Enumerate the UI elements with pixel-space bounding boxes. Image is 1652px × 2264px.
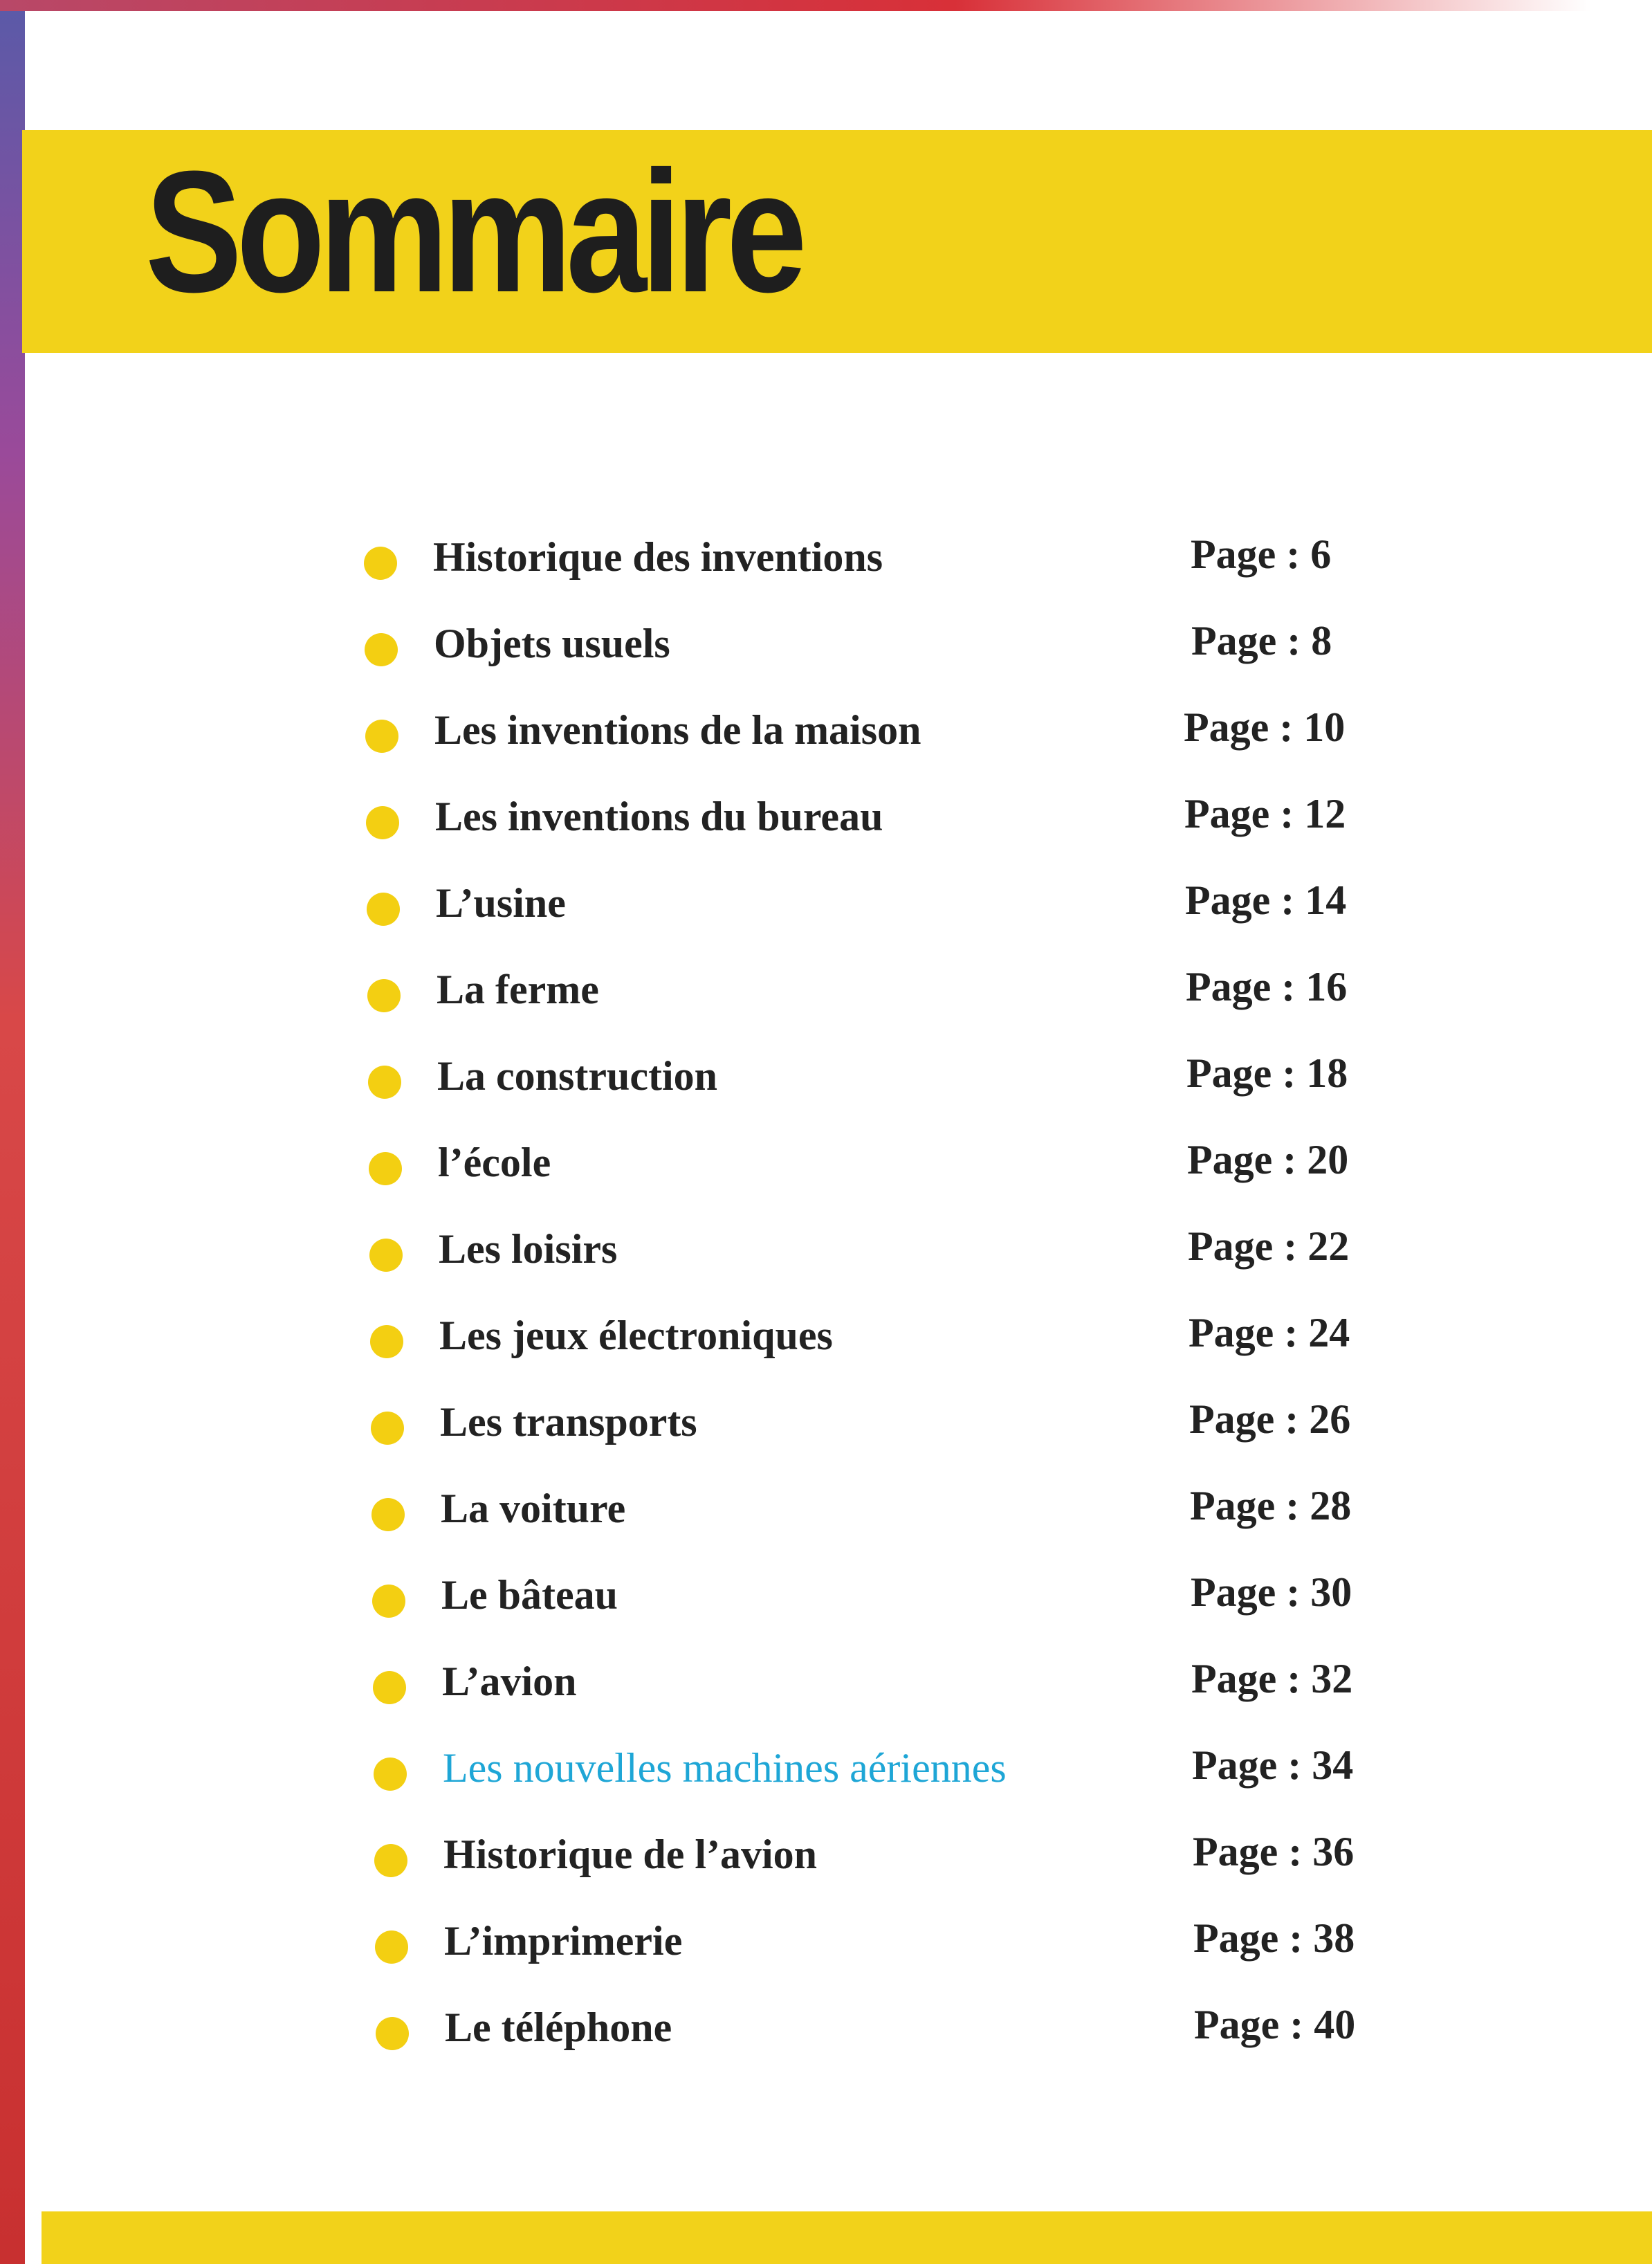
toc-entry-title: La construction — [437, 1053, 717, 1099]
toc-entry-page: Page : 26 — [1189, 1396, 1351, 1442]
toc-entry-title: L’usine — [436, 880, 566, 926]
bullet-icon — [376, 2017, 409, 2050]
toc-entry-page: Page : 6 — [1191, 531, 1332, 577]
toc-item[interactable] — [366, 783, 1542, 859]
toc-entry-title: La ferme — [437, 967, 599, 1012]
toc-entry-title: Les transports — [440, 1399, 697, 1445]
toc-entry-page: Page : 10 — [1184, 704, 1346, 750]
toc-entry-title: Les nouvelles machines aériennes — [443, 1745, 1007, 1791]
toc-item[interactable] — [369, 1129, 1545, 1205]
toc-entry-title: l’école — [438, 1140, 551, 1185]
toc-entry-title: L’avion — [442, 1659, 577, 1704]
bullet-icon — [370, 1325, 403, 1358]
toc-entry-title: Le bâteau — [441, 1572, 618, 1618]
toc-entry-page: Page : 40 — [1194, 2002, 1356, 2047]
toc-entry-page: Page : 32 — [1191, 1656, 1353, 1701]
toc-entry-page: Page : 36 — [1193, 1829, 1355, 1874]
bullet-icon — [375, 1930, 408, 1964]
bullet-icon — [364, 547, 397, 580]
toc-item[interactable] — [374, 1820, 1550, 1897]
toc-entry-page: Page : 18 — [1186, 1050, 1348, 1096]
toc-item[interactable] — [369, 1215, 1545, 1291]
bullet-icon — [369, 1152, 402, 1185]
toc-item[interactable] — [370, 1302, 1546, 1378]
toc-entry-page: Page : 14 — [1185, 877, 1347, 923]
bullet-icon — [369, 1239, 403, 1272]
footer-band — [42, 2211, 1652, 2264]
toc-entry-page: Page : 28 — [1190, 1483, 1352, 1528]
toc-entry-page: Page : 38 — [1193, 1915, 1355, 1961]
bullet-icon — [371, 1412, 404, 1445]
page-title: Sommaire — [145, 135, 802, 328]
bullet-icon — [367, 979, 401, 1012]
toc-entry-title: Les jeux électroniques — [439, 1313, 833, 1358]
toc-entry-page: Page : 12 — [1184, 791, 1346, 837]
toc-item[interactable] — [367, 956, 1543, 1032]
toc-item[interactable] — [365, 696, 1541, 772]
toc-entry-title: Les inventions du bureau — [435, 794, 883, 839]
bullet-icon — [366, 806, 399, 839]
bullet-icon — [374, 1758, 407, 1791]
toc-entry-title: Objets usuels — [434, 621, 670, 666]
bullet-icon — [365, 633, 398, 666]
bullet-icon — [373, 1671, 406, 1704]
bullet-icon — [367, 893, 400, 926]
bullet-icon — [368, 1066, 401, 1099]
toc-item[interactable] — [364, 523, 1540, 599]
toc-item-highlighted[interactable] — [374, 1734, 1550, 1810]
bullet-icon — [372, 1585, 405, 1618]
bullet-icon — [374, 1844, 407, 1877]
bullet-icon — [371, 1498, 405, 1531]
toc-item[interactable] — [375, 1907, 1551, 1983]
bullet-icon — [365, 720, 398, 753]
toc-entry-page: Page : 30 — [1191, 1569, 1352, 1615]
toc-entry-page: Page : 34 — [1192, 1742, 1354, 1788]
toc-entry-title: Le téléphone — [445, 2005, 672, 2050]
toc-entry-page: Page : 24 — [1188, 1310, 1350, 1355]
toc-entry-title: Historique des inventions — [433, 534, 883, 580]
toc-item[interactable] — [371, 1475, 1548, 1551]
toc-item[interactable] — [376, 1993, 1552, 2070]
toc-item[interactable] — [371, 1388, 1547, 1464]
toc-entry-page: Page : 20 — [1187, 1137, 1349, 1183]
toc-entry-title: Historique de l’avion — [443, 1832, 818, 1877]
toc-entry-page: Page : 8 — [1191, 618, 1332, 664]
toc-item[interactable] — [373, 1647, 1549, 1724]
toc-item[interactable] — [368, 1042, 1544, 1118]
toc-entry-page: Page : 16 — [1186, 964, 1348, 1010]
toc-item[interactable] — [365, 610, 1541, 686]
toc-entry-title: La voiture — [441, 1486, 626, 1531]
toc-entry-page: Page : 22 — [1188, 1223, 1350, 1269]
toc-entry-title: L’imprimerie — [444, 1918, 683, 1964]
toc-item[interactable] — [372, 1561, 1548, 1637]
toc-item[interactable] — [367, 869, 1543, 945]
toc-entry-title: Les loisirs — [439, 1226, 618, 1272]
toc-entry-title: Les inventions de la maison — [434, 707, 921, 753]
